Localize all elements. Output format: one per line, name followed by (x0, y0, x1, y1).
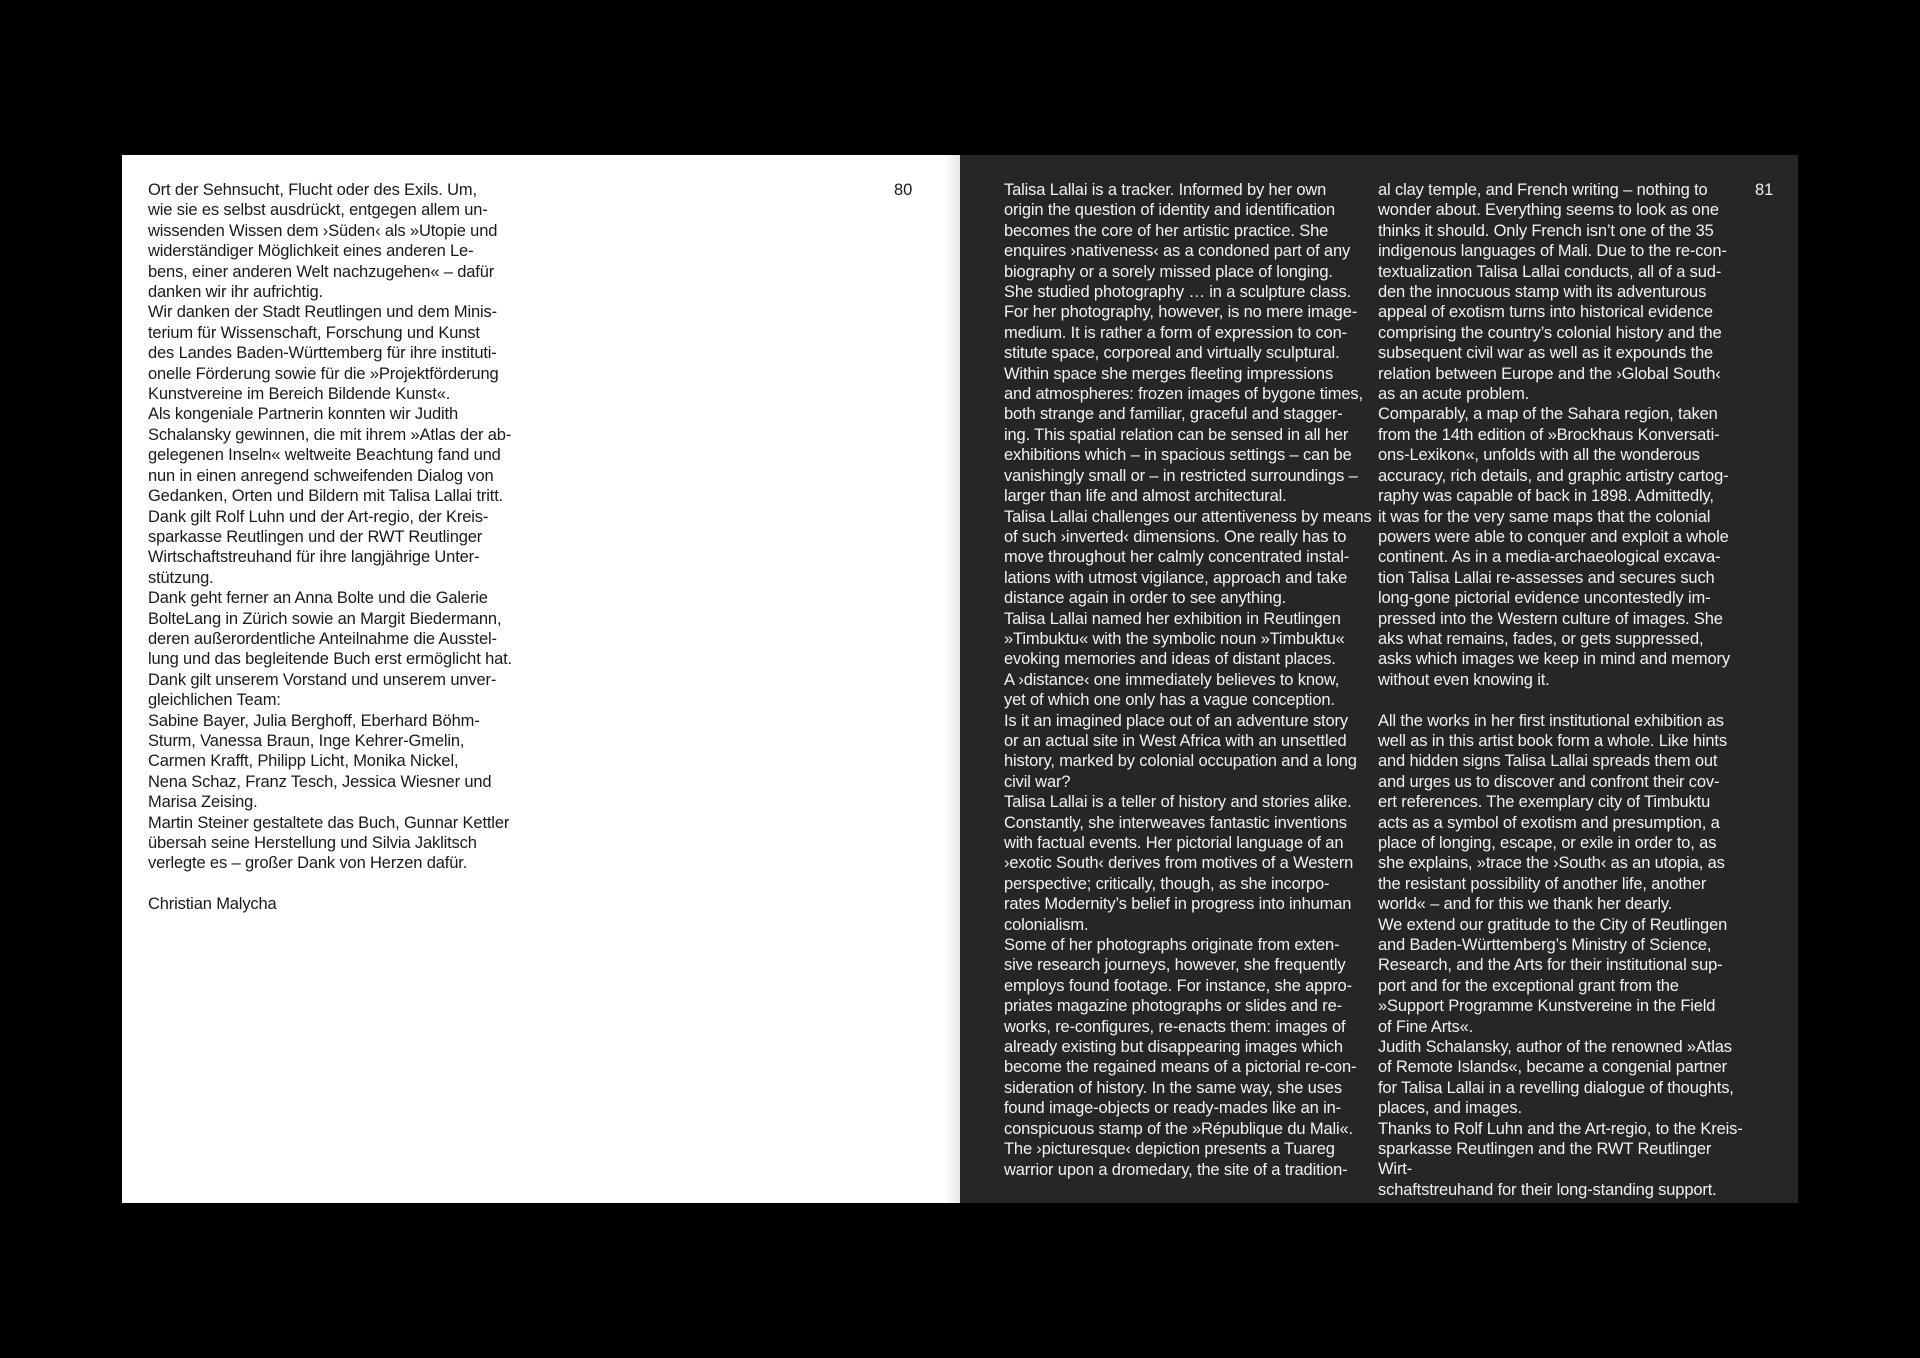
right-c2-paragraph-5: Judith Schalansky, author of the renowned »Atlas of Remote Islands«, became a congenial partner for Talisa Lallai in a revelling dialogue of thoughts, places, and images. (1378, 1038, 1734, 1118)
right-page (960, 155, 1798, 1203)
signature: Christian Malycha (148, 895, 277, 914)
page-number-right: 81 (1755, 181, 1774, 199)
left-paragraph-7: Martin Steiner gestaltete das Buch, Gunnar Kettler übersah seine Herstellung und Silvia Jaklitsch verlegte es – großer Dank von Herzen dafür. (148, 813, 510, 873)
left-paragraph-2: Wir danken der Stadt Reutlingen und dem Minis- terium für Wissenschaft, Forschung und Kunst des Landes Baden-Württemberg für ihre instituti- onelle Förderung sowie für die »Projektförderung Kunstvereine im Bereich Bildende Kunst«. (148, 303, 499, 404)
page-number-left: 80 (894, 181, 913, 199)
left-paragraph-5: Dank geht ferner an Anna Bolte und die Galerie BolteLang in Zürich sowie an Margit Biedermann, deren außerordentliche Anteilnahme die Ausstel- lung und das begleitende Buch erst ermöglicht hat. (148, 589, 512, 669)
book-spread (122, 155, 1798, 1203)
left-paragraph-1: Ort der Sehnsucht, Flucht oder des Exils. Um, wie sie es selbst ausdrückt, entgegen allem un- wissenden Wissen dem ›Süden‹ als »Utopie und widerständiger Möglichkeit eines anderen Le- bens, einer anderen Welt nachzugehen« – dafür danken wir ihr aufrichtig. (148, 181, 498, 302)
left-text-column (148, 180, 513, 915)
left-paragraph-3: Als kongeniale Partnerin konnten wir Judith Schalansky gewinnen, die mit ihrem »Atlas der ab- gelegenen Inseln« weltweite Beachtung fand und nun in einen anregend schweifenden Dialog von Gedanken, Orten und Bildern mit Talisa Lallai tritt. (148, 405, 512, 506)
right-c2-paragraph-4: We extend our gratitude to the City of Reutlingen and Baden-Württemberg’s Ministry of Science, Research, and the Arts for their institutional sup- port and for the exceptional grant from the »Support Programme Kunstvereine in the Field of Fine Arts«. (1378, 915, 1728, 1036)
right-c1-paragraph-1: Talisa Lallai is a tracker. Informed by her own origin the question of identity and identification becomes the core of her artistic practice. She enquires ›nativeness‹ as a condoned part of any biography or a sorely missed place of longing. She studied photography … in a sculpture class. For her photography, however, is no mere image- medium. It is rather a form of expression to con- stitute space, corporeal and virtually sculptural. Within space she merges fleeting impressions and atmospheres: frozen images of bygone times, both strange and familiar, graceful and stagger- ing. This spatial relation can be sensed in all her exhibitions which – in spacious settings – can be vanishingly small or – in restricted surroundings – larger than life and almost architectural. (1004, 181, 1363, 506)
right-c2-paragraph-3: All the works in her first institutional exhibition as well as in this artist book form a whole. Like hints and hidden signs Talisa Lallai spreads them out and urges us to discover and confront their cov- ert references. The exemplary city of Timbuktu acts as a symbol of exotism and presumption, a place of longing, escape, or exile in order to, as she explains, »trace the ›South‹ as an utopia, as the resistant possibility of another life, another world« – and for this we thank her dearly. (1378, 711, 1727, 914)
right-c1-paragraph-4: Talisa Lallai is a teller of history and stories alike. Constantly, she interweaves fantastic inventions with factual events. Her pictorial language of an ›exotic South‹ derives from motives of a Western perspective; critically, though, as she incorpo- rates Modernity’s belief in progress into inhuman colonialism. (1004, 793, 1354, 934)
right-text-column-2 (1378, 180, 1743, 1200)
right-c2-paragraph-1: al clay temple, and French writing – nothing to wonder about. Everything seems to look as one thinks it should. Only French isn’t one of the 35 indigenous languages of Mali. Due to the re-con- textualization Talisa Lallai conducts, all of a sud- den the innocuous stamp with its adventurous appeal of exotism turns into historical evidence comprising the country’s colonial history and the subsequent civil war as well as it expounds the relation between Europe and the ›Global South‹ as an acute problem. (1378, 181, 1727, 404)
right-c1-paragraph-2: Talisa Lallai challenges our attentiveness by means of such ›inverted‹ dimensions. One really has to move throughout her calmly concentrated instal- lations with utmost vigilance, approach and take distance again in order to see anything. (1004, 507, 1372, 608)
gutter-shadow (944, 155, 960, 1203)
right-text-column-1 (1004, 180, 1372, 1180)
left-paragraph-6: Dank gilt unserem Vorstand und unserem unver- gleichlichen Team: Sabine Bayer, Julia Berghoff, Eberhard Böhm- Sturm, Vanessa Braun, Inge Kehrer-Gmelin, Carmen Krafft, Philipp Licht, Monika Nickel, Nena Schaz, Franz Tesch, Jessica Wiesner und Marisa Zeising. (148, 670, 497, 812)
right-c2-paragraph-2: Comparably, a map of the Sahara region, taken from the 14th edition of »Brockhaus Konversati- ons-Lexikon«, unfolds with all the wonderous accuracy, rich details, and graphic artistry cartog- raphy was capable of back in 1898. Admittedly, it was for the very same maps that the colonial powers were able to conquer and exploit a whole continent. As in a media-archaeological excava- tion Talisa Lallai re-assesses and secures such long-gone pictorial evidence uncontestedly im- pressed into the Western culture of images. She aks what remains, fades, or gets suppressed, asks which images we keep in mind and memory without even knowing it. (1378, 405, 1730, 689)
left-page (122, 155, 960, 1203)
right-c2-paragraph-6: Thanks to Rolf Luhn and the Art-regio, to the Kreis- sparkasse Reutlingen and the RWT Reutlinger Wirt- schaftstreuhand for their long-standing support. (1378, 1119, 1743, 1199)
right-c1-paragraph-3: Talisa Lallai named her exhibition in Reutlingen »Timbuktu« with the symbolic noun »Timbuktu« evoking memories and ideas of distant places. A ›distance‹ one immediately believes to know, yet of which one only has a vague conception. Is it an imagined place out of an adventure story or an actual site in West Africa with an unsettled history, marked by colonial occupation and a long civil war? (1004, 609, 1357, 791)
right-c1-paragraph-5: Some of her photographs originate from exten- sive research journeys, however, she frequently employs found footage. For instance, she appro- priates magazine photographs or slides and re- works, re-configures, re-enacts them: images of already existing but disappearing images which become the regained means of a pictorial re-con- sideration of history. In the same way, she uses found image-objects or ready-mades like an in- conspicuous stamp of the »République du Mali«. The ›picturesque‹ depiction presents a Tuareg warrior upon a dromedary, the site of a tradition- (1004, 936, 1357, 1179)
left-paragraph-4: Dank gilt Rolf Luhn und der Art-regio, der Kreis- sparkasse Reutlingen und der RWT Reutlinger Wirtschaftstreuhand für ihre langjährige Unter- stützung. (148, 507, 489, 587)
